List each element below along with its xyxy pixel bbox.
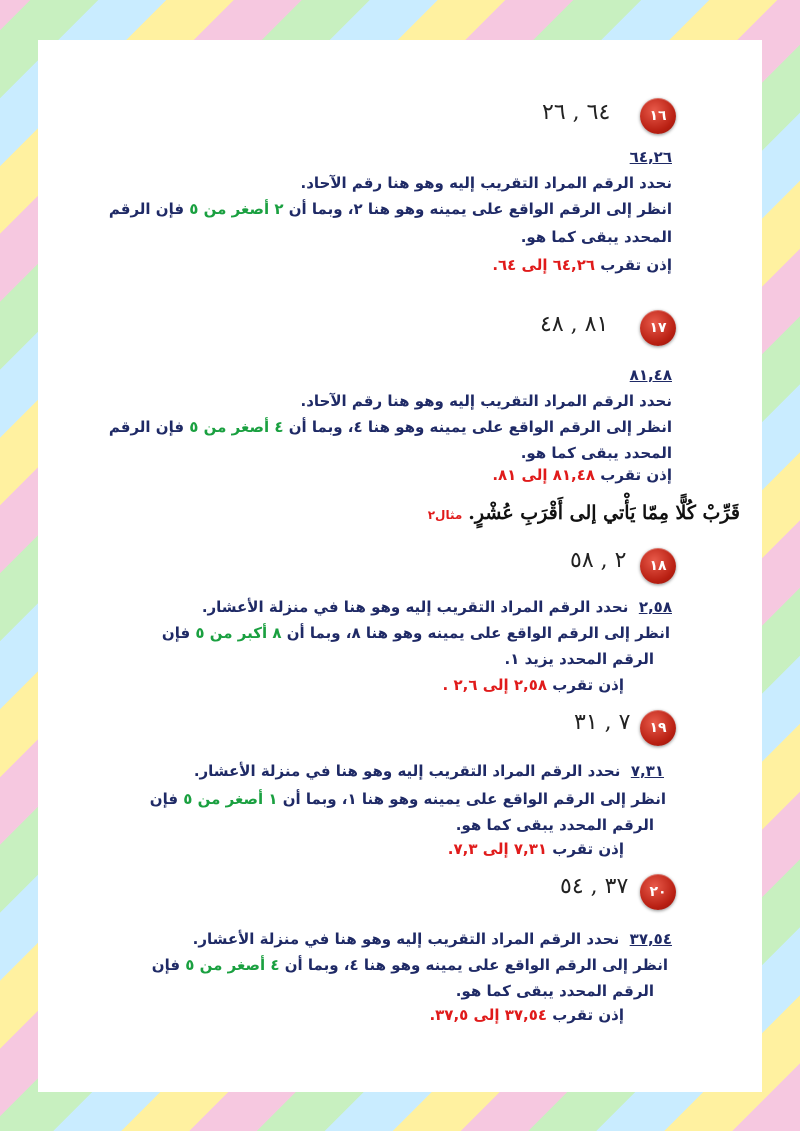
text-part: نحدد الرقم المراد التقريب إليه وهو هنا في منزلة الأعشار.: [192, 930, 620, 948]
text-part: انظر إلى الرقم الواقع على يمينه وهو هنا ٨، وبما أن: [286, 624, 670, 642]
solution-line2-20: [152, 954, 668, 976]
comparison-text: ١ أصغر من ٥: [183, 790, 278, 808]
problem-badge-16: ١٦: [640, 98, 676, 134]
problem-number-19: ٧ , ٣١: [574, 710, 631, 735]
example-tag: مثال٢: [427, 508, 463, 522]
solution-line1-16: نحدد الرقم المراد التقريب إليه وهو هنا رقم الآحاد.: [300, 174, 672, 192]
rounded-result: إلى ٨١.: [492, 466, 548, 484]
text-part: انظر إلى الرقم الواقع على يمينه وهو هنا ١، وبما أن: [282, 790, 666, 808]
rounded-result: إلى ٢,٦ .: [442, 676, 509, 694]
comparison-text: ٤ أصغر من ٥: [189, 418, 284, 436]
solution-header-18: ٢,٥٨: [638, 598, 672, 616]
solution-line4-16: [492, 254, 672, 276]
problem-badge-17: ١٧: [640, 310, 676, 346]
solution-line2-17: [109, 416, 672, 438]
solution-line4-19: [448, 838, 624, 860]
solution-line3-16: المحدد يبقى كما هو.: [520, 228, 672, 246]
solution-line3-18: الرقم المحدد يزيد ١.: [504, 650, 654, 668]
problem-number-20: ٣٧ , ٥٤: [560, 874, 629, 899]
rounded-value: ٣٧,٥٤: [504, 1006, 548, 1024]
rounded-result: إلى ٧,٣.: [447, 840, 509, 858]
text-part: فإن الرقم: [108, 418, 185, 436]
rounded-value: ٢,٥٨: [513, 676, 548, 694]
text-part: فإن: [151, 956, 181, 974]
solution-line1-20: [193, 928, 672, 950]
rounded-value: ٧,٣١: [513, 840, 548, 858]
solution-line2-18: [162, 622, 670, 644]
solution-line3-20: الرقم المحدد يبقى كما هو.: [455, 982, 654, 1000]
text-part: إذن تقرب: [600, 466, 672, 484]
solution-line1-19: [194, 760, 664, 782]
problem-badge-18: ١٨: [640, 548, 676, 584]
solution-header-16: ٦٤,٢٦: [629, 148, 672, 166]
text-part: إذن تقرب: [552, 1006, 624, 1024]
solution-header-19: ٧,٣١: [630, 762, 664, 780]
problem-number-17: ٨١ , ٤٨: [540, 312, 609, 337]
text-part: إذن تقرب: [552, 676, 624, 694]
comparison-text: ٢ أصغر من ٥: [189, 200, 284, 218]
solution-line3-17: المحدد يبقى كما هو.: [520, 444, 672, 462]
solution-header-20: ٣٧,٥٤: [629, 930, 672, 948]
comparison-text: ٨ أكبر من ٥: [195, 624, 282, 642]
text-part: انظر إلى الرقم الواقع على يمينه وهو هنا ٤، وبما أن: [284, 956, 668, 974]
problem-number-18: ٢ , ٥٨: [570, 548, 627, 573]
text-part: نحدد الرقم المراد التقريب إليه وهو هنا في منزلة الأعشار.: [201, 598, 629, 616]
text-part: انظر إلى الرقم الواقع على يمينه وهو هنا ٢، وبما أن: [288, 200, 672, 218]
solution-line1-18: [202, 596, 672, 618]
text-part: فإن: [149, 790, 179, 808]
section-instruction: [120, 502, 740, 524]
rounded-result: إلى ٣٧,٥.: [429, 1006, 500, 1024]
solution-header-17: ٨١,٤٨: [629, 366, 672, 384]
solution-line4-17: [492, 464, 672, 486]
rounded-value: ٨١,٤٨: [552, 466, 596, 484]
solution-line4-18: [443, 674, 624, 696]
solution-line2-19: [150, 788, 666, 810]
text-part: إذن تقرب: [552, 840, 624, 858]
solution-line1-17: نحدد الرقم المراد التقريب إليه وهو هنا رقم الآحاد.: [300, 392, 672, 410]
solution-line2-16: [109, 198, 672, 220]
text-part: فإن: [161, 624, 191, 642]
text-part: نحدد الرقم المراد التقريب إليه وهو هنا في منزلة الأعشار.: [193, 762, 621, 780]
text-part: فإن الرقم: [108, 200, 185, 218]
comparison-text: ٤ أصغر من ٥: [185, 956, 280, 974]
solution-line3-19: الرقم المحدد يبقى كما هو.: [455, 816, 654, 834]
problem-badge-20: ٢٠: [640, 874, 676, 910]
rounded-value: ٦٤,٢٦: [552, 256, 596, 274]
solution-line4-20: [429, 1004, 624, 1026]
text-part: إذن تقرب: [600, 256, 672, 274]
problem-number-16: ٦٤ , ٢٦: [542, 100, 611, 125]
rounded-result: إلى ٦٤.: [492, 256, 548, 274]
instruction-text: قَرِّبْ كُلًّا مِمّا يَأْتي إلى أَقْرَبِ عُشْرٍ.: [468, 502, 740, 524]
text-part: انظر إلى الرقم الواقع على يمينه وهو هنا ٤، وبما أن: [288, 418, 672, 436]
problem-badge-19: ١٩: [640, 710, 676, 746]
